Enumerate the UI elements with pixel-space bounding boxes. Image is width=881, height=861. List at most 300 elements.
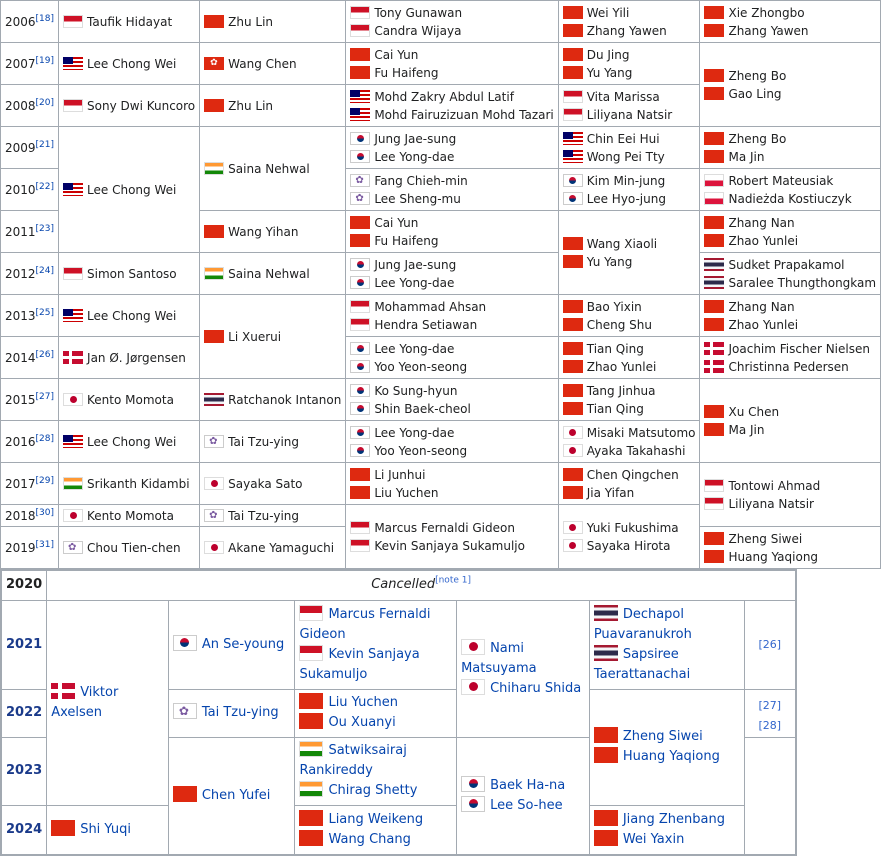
- year-cell: 2015[27]: [1, 379, 59, 421]
- chinese-taipei-flag-icon: [173, 703, 197, 719]
- player-name[interactable]: Zhao Yunlei: [728, 317, 799, 332]
- player-name[interactable]: Ko Sung-hyun: [374, 383, 458, 398]
- player-name[interactable]: Liliyana Natsir: [586, 107, 673, 122]
- player-name[interactable]: Wang Yihan: [228, 224, 299, 239]
- player-name[interactable]: Baek Ha-na: [490, 777, 566, 793]
- womens-singles-cell: [200, 463, 346, 505]
- player-name[interactable]: Nami Matsuyama: [461, 640, 537, 676]
- player-name[interactable]: Lee Sheng-mu: [374, 191, 461, 206]
- chinese-taipei-flag-icon: [350, 174, 370, 187]
- player-name[interactable]: Hendra Setiawan: [374, 317, 478, 332]
- poland-flag-icon: [704, 192, 724, 205]
- player-name[interactable]: Jan Ø. Jørgensen: [87, 350, 186, 365]
- player-name[interactable]: Kento Momota: [87, 508, 174, 523]
- womens-doubles-cell: [558, 1, 700, 43]
- year-cell: 2014[26]: [1, 337, 59, 379]
- player-name[interactable]: Sayaka Sato: [228, 476, 303, 491]
- player-name[interactable]: Mohd Zakry Abdul Latif: [374, 89, 514, 104]
- player-name[interactable]: Tian Qing: [586, 401, 644, 416]
- indonesia-flag-icon: [563, 90, 583, 103]
- china-flag-icon: [563, 24, 583, 37]
- player-name[interactable]: Li Xuerui: [228, 329, 282, 344]
- player-name[interactable]: Tian Qing: [586, 341, 644, 356]
- player-name[interactable]: Marcus Fernaldi Gideon: [374, 520, 515, 535]
- china-flag-icon: [704, 132, 724, 145]
- player-name[interactable]: Liang Weikeng: [328, 811, 424, 827]
- mixed-doubles-cell: [700, 295, 881, 337]
- player-name[interactable]: Chen Yufei: [201, 787, 271, 803]
- japan-flag-icon: [461, 639, 485, 655]
- womens-singles-cell: [200, 85, 346, 127]
- player-name[interactable]: Shin Baek-cheol: [374, 401, 471, 416]
- womens-doubles-cell: [558, 127, 700, 169]
- player-name[interactable]: Taufik Hidayat: [87, 14, 173, 29]
- china-flag-icon: [51, 820, 75, 836]
- player-name[interactable]: Viktor Axelsen: [51, 684, 119, 720]
- player-name[interactable]: Sayaka Hirota: [586, 538, 671, 553]
- mixed-doubles-cell: [700, 379, 881, 463]
- cancelled-cell: [47, 570, 796, 600]
- china-flag-icon: [563, 486, 583, 499]
- player-name[interactable]: Zhao Yunlei: [586, 359, 657, 374]
- womens-singles-cell: [168, 689, 295, 737]
- malaysia-flag-icon: [63, 57, 83, 70]
- indonesia-flag-icon: [63, 267, 83, 280]
- player-name[interactable]: Yuki Fukushima: [586, 520, 679, 535]
- reference-link[interactable]: [21]: [35, 139, 55, 150]
- china-flag-icon: [563, 360, 583, 373]
- year-link[interactable]: 2024: [1, 805, 47, 855]
- player-name[interactable]: Saralee Thungthongkam: [728, 275, 877, 290]
- mens-singles-cell: [59, 1, 200, 43]
- china-flag-icon: [350, 234, 370, 247]
- player-name[interactable]: Cai Yun: [374, 47, 419, 62]
- player-name[interactable]: Zhu Lin: [228, 98, 274, 113]
- malaysia-flag-icon: [63, 183, 83, 196]
- reference-link[interactable]: [26]: [744, 600, 796, 689]
- player-name[interactable]: Fu Haifeng: [374, 65, 439, 80]
- indonesia-flag-icon: [63, 15, 83, 28]
- player-name[interactable]: Shi Yuqi: [80, 821, 131, 837]
- mens-doubles-cell: [295, 737, 457, 805]
- mens-singles-cell: [59, 337, 200, 379]
- south-korea-flag-icon: [350, 258, 370, 271]
- mens-singles-cell: [59, 43, 200, 85]
- womens-doubles-cell: [457, 600, 590, 737]
- reference-link[interactable]: [30]: [35, 507, 55, 518]
- player-name[interactable]: Simon Santoso: [87, 266, 177, 281]
- player-name[interactable]: Liu Yuchen: [328, 695, 398, 710]
- reference-link[interactable]: [31]: [35, 539, 55, 550]
- indonesia-flag-icon: [350, 318, 370, 331]
- player-name[interactable]: Zheng Bo: [728, 68, 787, 83]
- womens-singles-cell: [200, 295, 346, 379]
- player-name[interactable]: Tang Jinhua: [586, 383, 656, 398]
- south-korea-flag-icon: [563, 174, 583, 187]
- results-table-2020-2024: [0, 569, 797, 856]
- player-name[interactable]: Marcus Fernaldi Gideon: [299, 606, 431, 642]
- china-flag-icon: [594, 830, 618, 846]
- player-name[interactable]: Tontowi Ahmad: [728, 478, 821, 493]
- player-name[interactable]: Jiang Zhenbang: [622, 811, 725, 827]
- indonesia-flag-icon: [350, 521, 370, 534]
- south-korea-flag-icon: [173, 635, 197, 651]
- womens-doubles-cell: [558, 337, 700, 379]
- year-link[interactable]: 2021: [1, 600, 47, 689]
- womens-singles-cell: [200, 43, 346, 85]
- china-flag-icon: [563, 300, 583, 313]
- indonesia-flag-icon: [63, 99, 83, 112]
- player-name[interactable]: Zhang Yawen: [728, 23, 809, 38]
- year-cell: 2016[28]: [1, 421, 59, 463]
- player-name[interactable]: Xu Chen: [728, 404, 780, 419]
- player-name[interactable]: Saina Nehwal: [228, 266, 310, 281]
- player-name[interactable]: Zhao Yunlei: [728, 233, 799, 248]
- womens-doubles-cell: [558, 295, 700, 337]
- player-name[interactable]: Ma Jin: [728, 149, 765, 164]
- thailand-flag-icon: [594, 645, 618, 661]
- thailand-flag-icon: [204, 393, 224, 406]
- player-name[interactable]: Wei Yaxin: [622, 831, 685, 847]
- reference-link[interactable]: [24]: [35, 265, 55, 276]
- womens-doubles-cell: [457, 737, 590, 855]
- year-cell: 2010[22]: [1, 169, 59, 211]
- player-name[interactable]: Saina Nehwal: [228, 161, 310, 176]
- mixed-doubles-cell: [700, 337, 881, 379]
- mens-singles-cell: [47, 805, 169, 855]
- thailand-flag-icon: [594, 605, 618, 621]
- mens-doubles-cell: [346, 337, 558, 379]
- mens-singles-cell: [59, 253, 200, 295]
- player-name[interactable]: Kevin Sanjaya Sukamuljo: [374, 538, 525, 553]
- china-flag-icon: [299, 830, 323, 846]
- player-name[interactable]: An Se-young: [201, 636, 285, 652]
- player-name[interactable]: Zheng Siwei: [728, 531, 803, 546]
- player-name[interactable]: Tai Tzu-ying: [201, 705, 279, 720]
- china-flag-icon: [350, 468, 370, 481]
- japan-flag-icon: [63, 393, 83, 406]
- indonesia-flag-icon: [704, 497, 724, 510]
- womens-singles-cell: [200, 421, 346, 463]
- mixed-doubles-cell: [700, 463, 881, 527]
- player-name[interactable]: Chin Eei Hui: [586, 131, 660, 146]
- mixed-doubles-cell: [700, 43, 881, 127]
- china-flag-icon: [704, 150, 724, 163]
- china-flag-icon: [173, 786, 197, 802]
- player-name[interactable]: Lee So-hee: [490, 797, 563, 813]
- mens-doubles-cell: [346, 211, 558, 253]
- year-cell: 2006[18]: [1, 1, 59, 43]
- indonesia-flag-icon: [350, 300, 370, 313]
- chinese-taipei-flag-icon: [204, 509, 224, 522]
- player-name[interactable]: Wang Chang: [328, 831, 411, 847]
- player-name[interactable]: Cai Yun: [374, 215, 419, 230]
- chinese-taipei-flag-icon: [350, 192, 370, 205]
- mixed-doubles-cell: [589, 689, 744, 805]
- reference-cell: [744, 737, 796, 855]
- china-flag-icon: [204, 99, 224, 112]
- mixed-doubles-cell: [589, 600, 744, 689]
- player-name[interactable]: Joachim Fischer Nielsen: [728, 341, 870, 356]
- player-name[interactable]: Jung Jae-sung: [374, 131, 457, 146]
- south-korea-flag-icon: [350, 360, 370, 373]
- womens-doubles-cell: [558, 505, 700, 569]
- mens-singles-cell: [59, 127, 200, 253]
- womens-singles-cell: [168, 737, 295, 855]
- player-name[interactable]: Zheng Bo: [728, 131, 787, 146]
- malaysia-flag-icon: [350, 108, 370, 121]
- thailand-flag-icon: [704, 276, 724, 289]
- reference-link[interactable]: [27][28]: [744, 689, 796, 737]
- player-name[interactable]: Satwiksairaj Rankireddy: [299, 743, 407, 778]
- year-cell: 2020: [1, 570, 47, 600]
- womens-singles-cell: [200, 505, 346, 527]
- player-name[interactable]: Lee Yong-dae: [374, 149, 455, 164]
- player-name[interactable]: Wei Yili: [586, 5, 630, 20]
- japan-flag-icon: [563, 426, 583, 439]
- player-name[interactable]: Kevin Sanjaya Sukamuljo: [299, 646, 420, 682]
- player-name[interactable]: Zhang Yawen: [586, 23, 667, 38]
- china-flag-icon: [704, 234, 724, 247]
- hong-kong-flag-icon: [204, 57, 224, 70]
- malaysia-flag-icon: [563, 132, 583, 145]
- player-name[interactable]: Chirag Shetty: [328, 783, 418, 798]
- indonesia-flag-icon: [299, 645, 323, 661]
- india-flag-icon: [204, 162, 224, 175]
- player-name[interactable]: Christinna Pedersen: [728, 359, 849, 374]
- mens-doubles-cell: [295, 805, 457, 855]
- player-name[interactable]: Dechapol Puavaranukroh: [593, 606, 692, 642]
- player-name[interactable]: Zhu Lin: [228, 14, 274, 29]
- player-name[interactable]: Tai Tzu-ying: [228, 434, 300, 449]
- year-cell: 2017[29]: [1, 463, 59, 505]
- reference-link[interactable]: [25]: [35, 307, 55, 318]
- player-name[interactable]: Mohammad Ahsan: [374, 299, 487, 314]
- womens-singles-cell: [200, 211, 346, 253]
- reference-link[interactable]: [27]: [35, 391, 55, 402]
- player-name[interactable]: Huang Yaqiong: [728, 549, 819, 564]
- mens-singles-cell: [59, 421, 200, 463]
- player-name[interactable]: Liu Yuchen: [374, 485, 439, 500]
- denmark-flag-icon: [704, 342, 724, 355]
- player-name[interactable]: Gao Ling: [728, 86, 782, 101]
- player-name[interactable]: Zhang Nan: [728, 215, 795, 230]
- player-name[interactable]: Kim Min-jung: [586, 173, 666, 188]
- mens-singles-cell: [59, 379, 200, 421]
- south-korea-flag-icon: [350, 426, 370, 439]
- player-name[interactable]: Sapsiree Taerattanachai: [593, 646, 691, 682]
- india-flag-icon: [63, 477, 83, 490]
- china-flag-icon: [563, 48, 583, 61]
- malaysia-flag-icon: [350, 90, 370, 103]
- player-name[interactable]: Ayaka Takahashi: [586, 443, 686, 458]
- china-flag-icon: [299, 693, 323, 709]
- year-link[interactable]: 2023: [1, 737, 47, 805]
- japan-flag-icon: [563, 444, 583, 457]
- mens-doubles-cell: [346, 43, 558, 85]
- china-flag-icon: [563, 237, 583, 250]
- womens-doubles-cell: [558, 463, 700, 505]
- china-flag-icon: [563, 6, 583, 19]
- year-link[interactable]: 2022: [1, 689, 47, 737]
- reference-link[interactable]: [18]: [35, 13, 55, 24]
- mixed-doubles-cell: [700, 169, 881, 211]
- player-name[interactable]: Nadieżda Kostiuczyk: [728, 191, 852, 206]
- reference-link[interactable]: [23]: [35, 223, 55, 234]
- player-name[interactable]: Chen Qingchen: [586, 467, 679, 482]
- china-flag-icon: [563, 342, 583, 355]
- year-cell: 2008[20]: [1, 85, 59, 127]
- china-flag-icon: [704, 423, 724, 436]
- player-name[interactable]: Lee Chong Wei: [87, 56, 177, 71]
- india-flag-icon: [299, 781, 323, 797]
- womens-doubles-cell: [558, 379, 700, 421]
- china-flag-icon: [704, 550, 724, 563]
- china-flag-icon: [594, 810, 618, 826]
- player-name[interactable]: Lee Chong Wei: [87, 308, 177, 323]
- player-name[interactable]: Sudket Prapakamol: [728, 257, 845, 272]
- player-name[interactable]: Misaki Matsutomo: [586, 425, 696, 440]
- china-flag-icon: [563, 66, 583, 79]
- south-korea-flag-icon: [350, 402, 370, 415]
- mens-singles-cell: [59, 527, 200, 569]
- player-name[interactable]: Candra Wijaya: [374, 23, 462, 38]
- player-name[interactable]: Ma Jin: [728, 422, 765, 437]
- china-flag-icon: [704, 87, 724, 100]
- china-flag-icon: [704, 216, 724, 229]
- mens-doubles-cell: [346, 379, 558, 421]
- india-flag-icon: [299, 741, 323, 757]
- player-name[interactable]: Huang Yaqiong: [622, 749, 720, 764]
- south-korea-flag-icon: [350, 132, 370, 145]
- mens-singles-cell: [47, 600, 169, 805]
- player-name[interactable]: Yoo Yeon-seong: [374, 443, 468, 458]
- player-name[interactable]: Robert Mateusiak: [728, 173, 834, 188]
- womens-singles-cell: [200, 127, 346, 211]
- player-name[interactable]: Xie Zhongbo: [728, 5, 805, 20]
- south-korea-flag-icon: [350, 342, 370, 355]
- player-name[interactable]: Zheng Siwei: [622, 729, 703, 744]
- denmark-flag-icon: [51, 683, 75, 699]
- mens-singles-cell: [59, 295, 200, 337]
- china-flag-icon: [204, 330, 224, 343]
- player-name[interactable]: Wong Pei Tty: [586, 149, 665, 164]
- player-name[interactable]: Tony Gunawan: [374, 5, 463, 20]
- player-name[interactable]: Bao Yixin: [586, 299, 642, 314]
- player-name[interactable]: Ou Xuanyi: [328, 715, 396, 730]
- player-name[interactable]: Sony Dwi Kuncoro: [87, 98, 196, 113]
- mens-doubles-cell: [295, 689, 457, 737]
- player-name[interactable]: Ratchanok Intanon: [228, 392, 342, 407]
- reference-link[interactable]: [29]: [35, 475, 55, 486]
- south-korea-flag-icon: [350, 276, 370, 289]
- womens-singles-cell: [200, 1, 346, 43]
- japan-flag-icon: [563, 521, 583, 534]
- player-name[interactable]: Yu Yang: [586, 65, 633, 80]
- womens-singles-cell: [200, 253, 346, 295]
- indonesia-flag-icon: [350, 539, 370, 552]
- player-name[interactable]: Srikanth Kidambi: [87, 476, 190, 491]
- japan-flag-icon: [63, 509, 83, 522]
- china-flag-icon: [350, 486, 370, 499]
- reference-link[interactable]: [28]: [35, 433, 55, 444]
- player-name[interactable]: Lee Chong Wei: [87, 434, 177, 449]
- player-name[interactable]: Mohd Fairuzizuan Mohd Tazari: [374, 107, 554, 122]
- indonesia-flag-icon: [350, 6, 370, 19]
- china-flag-icon: [704, 69, 724, 82]
- player-name[interactable]: Lee Hyo-jung: [586, 191, 666, 206]
- womens-singles-cell: [200, 379, 346, 421]
- china-flag-icon: [563, 468, 583, 481]
- denmark-flag-icon: [63, 351, 83, 364]
- chinese-taipei-flag-icon: [63, 541, 83, 554]
- player-name[interactable]: Vita Marissa: [586, 89, 660, 104]
- reference-link[interactable]: [22]: [35, 181, 55, 192]
- player-name[interactable]: Jia Yifan: [586, 485, 635, 500]
- china-flag-icon: [704, 6, 724, 19]
- china-flag-icon: [563, 384, 583, 397]
- mixed-doubles-cell: [700, 1, 881, 43]
- player-name[interactable]: Chou Tien-chen: [87, 540, 181, 555]
- mens-singles-cell: [59, 85, 200, 127]
- player-name[interactable]: Akane Yamaguchi: [228, 540, 335, 555]
- player-name[interactable]: Chiharu Shida: [490, 680, 582, 696]
- player-name[interactable]: Fang Chieh-min: [374, 173, 468, 188]
- south-korea-flag-icon: [350, 384, 370, 397]
- poland-flag-icon: [704, 174, 724, 187]
- player-name[interactable]: Fu Haifeng: [374, 233, 439, 248]
- player-name[interactable]: Liliyana Natsir: [728, 496, 814, 511]
- player-name[interactable]: Lee Yong-dae: [374, 341, 455, 356]
- player-name[interactable]: Zhang Nan: [728, 299, 795, 314]
- player-name[interactable]: Wang Chen: [228, 56, 297, 71]
- china-flag-icon: [204, 15, 224, 28]
- malaysia-flag-icon: [563, 150, 583, 163]
- player-name[interactable]: Wang Xiaoli: [586, 236, 658, 251]
- china-flag-icon: [563, 318, 583, 331]
- player-name[interactable]: Cheng Shu: [586, 317, 652, 332]
- womens-singles-cell: [200, 527, 346, 569]
- south-korea-flag-icon: [563, 192, 583, 205]
- reference-link[interactable]: [19]: [35, 55, 55, 66]
- year-cell: 2011[23]: [1, 211, 59, 253]
- player-name[interactable]: Lee Yong-dae: [374, 425, 455, 440]
- player-name[interactable]: Tai Tzu-ying: [228, 508, 300, 523]
- player-name[interactable]: Li Junhui: [374, 467, 426, 482]
- china-flag-icon: [704, 24, 724, 37]
- player-name[interactable]: Du Jing: [586, 47, 630, 62]
- china-flag-icon: [350, 66, 370, 79]
- player-name[interactable]: Lee Chong Wei: [87, 182, 177, 197]
- player-name[interactable]: Kento Momota: [87, 392, 174, 407]
- china-flag-icon: [704, 532, 724, 545]
- note-link[interactable]: [note 1]: [435, 575, 471, 586]
- womens-singles-cell: [168, 600, 295, 689]
- mens-singles-cell: [59, 505, 200, 527]
- player-name[interactable]: Yoo Yeon-seong: [374, 359, 468, 374]
- cancelled-text: Cancelled: [371, 577, 436, 593]
- mixed-doubles-cell: [700, 127, 881, 169]
- player-name[interactable]: Jung Jae-sung: [374, 257, 457, 272]
- indonesia-flag-icon: [299, 605, 323, 621]
- malaysia-flag-icon: [63, 435, 83, 448]
- reference-link[interactable]: [20]: [35, 97, 55, 108]
- china-flag-icon: [594, 747, 618, 763]
- japan-flag-icon: [563, 539, 583, 552]
- player-name[interactable]: Lee Yong-dae: [374, 275, 455, 290]
- player-name[interactable]: Yu Yang: [586, 254, 633, 269]
- reference-link[interactable]: [26]: [35, 349, 55, 360]
